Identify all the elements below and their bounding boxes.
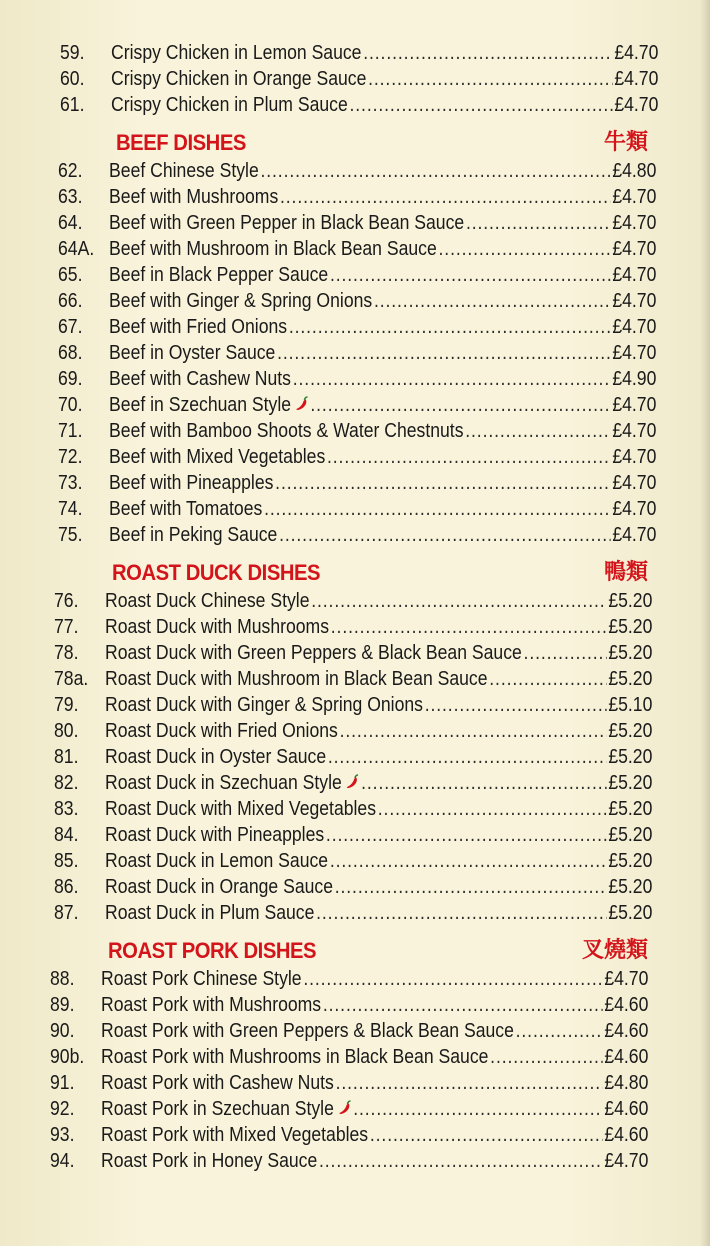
dot-leader xyxy=(326,822,607,848)
item-number: 73. xyxy=(58,472,83,494)
item-name xyxy=(109,262,328,288)
item-price: £4.70 xyxy=(612,238,657,260)
item-price: £4.70 xyxy=(614,42,659,64)
item-name-text: Roast Pork with Green Peppers & Black Bean Sauce xyxy=(101,1020,514,1042)
item-number: 72. xyxy=(58,446,83,468)
item-name xyxy=(105,796,376,822)
menu-item xyxy=(50,1148,648,1174)
item-name-text: Beef with Bamboo Shoots & Water Chestnuts xyxy=(109,420,464,442)
item-name-text: Roast Duck with Pineapples xyxy=(105,824,325,846)
dot-leader xyxy=(328,744,607,770)
menu-item xyxy=(50,1122,648,1148)
item-number: 63. xyxy=(58,186,83,208)
item-name-text: Beef Chinese Style xyxy=(109,160,259,182)
item-number: 88. xyxy=(50,968,75,990)
item-number: 77. xyxy=(54,616,79,638)
dot-leader xyxy=(319,1148,603,1174)
item-name xyxy=(101,1122,368,1148)
dot-leader xyxy=(327,444,611,470)
item-name-text: Crispy Chicken in Orange Sauce xyxy=(111,68,367,90)
item-name xyxy=(109,158,259,184)
item-price: £4.70 xyxy=(604,1150,649,1172)
item-name xyxy=(111,92,348,118)
item-name xyxy=(109,236,437,262)
item-name xyxy=(101,1070,334,1096)
item-price: £4.70 xyxy=(612,342,657,364)
item-price: £4.70 xyxy=(614,68,659,90)
item-name-text: Roast Duck with Ginger & Spring Onions xyxy=(105,694,423,716)
item-number: 86. xyxy=(54,876,79,898)
item-name xyxy=(111,66,366,92)
item-price: £5.20 xyxy=(608,772,653,794)
item-number: 79. xyxy=(54,694,79,716)
item-name-text: Crispy Chicken in Plum Sauce xyxy=(111,94,348,116)
dot-leader xyxy=(310,392,610,418)
item-name-text: Beef with Cashew Nuts xyxy=(109,368,291,390)
menu-item xyxy=(58,392,656,418)
item-price: £4.70 xyxy=(612,524,657,546)
menu-item xyxy=(54,744,652,770)
item-number: 75. xyxy=(58,524,83,546)
item-price: £4.70 xyxy=(612,394,657,416)
item-name xyxy=(105,822,324,848)
dot-leader xyxy=(311,588,606,614)
item-number: 90b. xyxy=(50,1046,85,1068)
item-number: 94. xyxy=(50,1150,75,1172)
dot-leader xyxy=(490,1044,602,1070)
section-title: ROAST DUCK DISHES xyxy=(112,560,321,585)
item-price: £5.20 xyxy=(608,746,653,768)
dot-leader xyxy=(280,184,611,210)
menu-item xyxy=(54,900,652,926)
item-name-text: Roast Duck with Mushrooms xyxy=(105,616,330,638)
menu-item xyxy=(58,184,656,210)
dot-leader xyxy=(465,418,610,444)
item-name xyxy=(105,744,326,770)
item-number: 66. xyxy=(58,290,83,312)
item-price: £5.10 xyxy=(608,694,653,716)
dot-leader xyxy=(293,366,611,392)
item-name xyxy=(105,614,329,640)
chili-pepper-icon xyxy=(337,1100,351,1116)
item-price: £5.20 xyxy=(608,850,653,872)
item-price: £4.70 xyxy=(612,420,657,442)
section-header xyxy=(112,548,648,588)
item-name-text: Beef with Mushroom in Black Bean Sauce xyxy=(109,238,437,260)
menu-item xyxy=(50,992,648,1018)
item-name xyxy=(105,770,359,796)
menu-item xyxy=(58,314,656,340)
item-name xyxy=(101,992,321,1018)
dot-leader xyxy=(466,210,611,236)
dot-leader xyxy=(489,666,606,692)
item-number: 83. xyxy=(54,798,79,820)
menu-item xyxy=(50,966,648,992)
dot-leader xyxy=(336,1070,603,1096)
item-price: £5.20 xyxy=(608,902,653,924)
menu-item xyxy=(58,522,656,548)
item-name-text: Beef with Tomatoes xyxy=(109,498,263,520)
dot-leader xyxy=(316,900,606,926)
menu-item xyxy=(54,692,652,718)
menu-item xyxy=(54,770,652,796)
item-name-text: Roast Duck in Lemon Sauce xyxy=(105,850,329,872)
item-name xyxy=(101,1148,317,1174)
item-name xyxy=(109,470,273,496)
item-price: £5.20 xyxy=(608,590,653,612)
dot-leader xyxy=(279,522,610,548)
dot-leader xyxy=(340,718,607,744)
dot-leader xyxy=(289,314,611,340)
section-title: BEEF DISHES xyxy=(116,130,246,155)
item-name-text: Roast Pork with Mixed Vegetables xyxy=(101,1124,369,1146)
menu-item xyxy=(58,470,656,496)
item-name-text: Roast Duck with Mixed Vegetables xyxy=(105,798,377,820)
item-number: 71. xyxy=(58,420,83,442)
item-name-text: Roast Duck in Plum Sauce xyxy=(105,902,315,924)
menu-item xyxy=(50,1018,648,1044)
item-name-text: Beef with Pineapples xyxy=(109,472,274,494)
item-price: £4.70 xyxy=(612,498,657,520)
item-name-text: Roast Duck in Szechuan Style xyxy=(105,772,342,794)
item-price: £5.20 xyxy=(608,642,653,664)
item-price: £5.20 xyxy=(608,668,653,690)
item-name-text: Beef with Green Pepper in Black Bean Sauce xyxy=(109,212,465,234)
item-name-text: Beef with Mushrooms xyxy=(109,186,279,208)
item-name-text: Beef with Ginger & Spring Onions xyxy=(109,290,373,312)
dot-leader xyxy=(330,262,611,288)
item-number: 64A. xyxy=(58,238,95,260)
item-name-text: Roast Pork with Mushrooms xyxy=(101,994,322,1016)
item-price: £5.20 xyxy=(608,720,653,742)
item-name xyxy=(105,588,309,614)
item-name-text: Roast Duck with Fried Onions xyxy=(105,720,338,742)
item-number: 61. xyxy=(60,94,85,116)
dot-leader xyxy=(361,770,606,796)
item-name-text: Beef in Oyster Sauce xyxy=(109,342,276,364)
item-price: £4.70 xyxy=(612,472,657,494)
item-name xyxy=(109,496,262,522)
item-number: 90. xyxy=(50,1020,75,1042)
item-name xyxy=(105,666,487,692)
dot-leader xyxy=(331,614,607,640)
item-name-text: Roast Pork Chinese Style xyxy=(101,968,302,990)
item-price: £4.80 xyxy=(604,1072,649,1094)
item-price: £4.60 xyxy=(604,1124,649,1146)
item-name-text: Beef with Mixed Vegetables xyxy=(109,446,326,468)
menu-item xyxy=(54,588,652,614)
menu-item xyxy=(50,1070,648,1096)
item-number: 60. xyxy=(60,68,85,90)
item-number: 89. xyxy=(50,994,75,1016)
item-name-text: Roast Duck in Orange Sauce xyxy=(105,876,333,898)
item-name xyxy=(109,184,278,210)
item-price: £4.70 xyxy=(604,968,649,990)
dot-leader xyxy=(264,496,611,522)
menu-item xyxy=(58,366,656,392)
item-number: 91. xyxy=(50,1072,75,1094)
item-number: 82. xyxy=(54,772,79,794)
menu-item xyxy=(50,1044,648,1070)
section-chinese-title: 牛類 xyxy=(603,129,648,154)
item-name xyxy=(105,718,338,744)
item-name-text: Roast Pork with Cashew Nuts xyxy=(101,1072,334,1094)
menu-item xyxy=(58,496,656,522)
item-name-text: Roast Duck in Oyster Sauce xyxy=(105,746,327,768)
item-name-text: Beef in Szechuan Style xyxy=(109,394,292,416)
dot-leader xyxy=(378,796,607,822)
item-name-text: Roast Duck with Green Peppers & Black Bean Sauce xyxy=(105,642,522,664)
item-name-text: Beef in Black Pepper Sauce xyxy=(109,264,329,286)
item-price: £4.70 xyxy=(614,94,659,116)
menu-item xyxy=(58,262,656,288)
dot-leader xyxy=(323,992,603,1018)
menu-item xyxy=(54,718,652,744)
menu-item xyxy=(54,822,652,848)
item-name-text: Roast Pork in Honey Sauce xyxy=(101,1150,318,1172)
item-name xyxy=(101,1018,514,1044)
item-number: 81. xyxy=(54,746,79,768)
dot-leader xyxy=(330,848,607,874)
item-price: £4.70 xyxy=(612,186,657,208)
item-price: £4.60 xyxy=(604,1020,649,1042)
item-name-text: Roast Duck Chinese Style xyxy=(105,590,310,612)
menu-item xyxy=(54,614,652,640)
item-name xyxy=(109,418,463,444)
item-name xyxy=(109,210,464,236)
dot-leader xyxy=(353,1096,602,1122)
item-number: 64. xyxy=(58,212,83,234)
item-number: 62. xyxy=(58,160,83,182)
menu-item xyxy=(60,66,658,92)
item-number: 76. xyxy=(54,590,79,612)
item-number: 80. xyxy=(54,720,79,742)
item-name xyxy=(111,40,361,66)
menu-item xyxy=(54,874,652,900)
menu-item xyxy=(58,210,656,236)
item-number: 67. xyxy=(58,316,83,338)
dot-leader xyxy=(275,470,610,496)
dot-leader xyxy=(350,92,613,118)
menu-item xyxy=(54,666,652,692)
section-chinese-title: 鴨類 xyxy=(603,559,648,584)
item-name-text: Beef in Peking Sauce xyxy=(109,524,278,546)
item-number: 78. xyxy=(54,642,79,664)
item-name xyxy=(109,522,277,548)
dot-leader xyxy=(374,288,611,314)
menu-item xyxy=(54,640,652,666)
menu-item xyxy=(58,158,656,184)
item-name xyxy=(109,444,325,470)
dot-leader xyxy=(277,340,610,366)
item-price: £4.70 xyxy=(612,290,657,312)
dot-leader xyxy=(425,692,607,718)
item-price: £5.20 xyxy=(608,616,653,638)
menu-item xyxy=(50,1096,648,1122)
item-name xyxy=(105,900,314,926)
item-name-text: Roast Pork with Mushrooms in Black Bean Sauce xyxy=(101,1046,489,1068)
menu-item xyxy=(58,288,656,314)
item-number: 59. xyxy=(60,42,85,64)
item-name xyxy=(101,1096,351,1122)
menu-item xyxy=(58,418,656,444)
page-edge-shadow xyxy=(700,0,710,1246)
item-name xyxy=(105,692,423,718)
item-number: 85. xyxy=(54,850,79,872)
item-price: £4.70 xyxy=(612,264,657,286)
menu-item xyxy=(58,444,656,470)
item-number: 93. xyxy=(50,1124,75,1146)
dot-leader xyxy=(439,236,611,262)
item-number: 70. xyxy=(58,394,83,416)
item-price: £4.60 xyxy=(604,994,649,1016)
item-name xyxy=(105,848,328,874)
dot-leader xyxy=(303,966,602,992)
item-name xyxy=(109,340,275,366)
dot-leader xyxy=(524,640,607,666)
section-header xyxy=(108,926,648,966)
item-name-text: Roast Pork in Szechuan Style xyxy=(101,1098,334,1120)
item-name xyxy=(109,314,287,340)
item-name xyxy=(101,966,302,992)
item-name-text: Roast Duck with Mushroom in Black Bean Sauce xyxy=(105,668,488,690)
section-header xyxy=(116,118,648,158)
dot-leader xyxy=(516,1018,603,1044)
dot-leader xyxy=(363,40,612,66)
menu-item xyxy=(54,796,652,822)
item-number: 65. xyxy=(58,264,83,286)
item-name xyxy=(105,874,333,900)
item-number: 92. xyxy=(50,1098,75,1120)
dot-leader xyxy=(260,158,610,184)
item-price: £4.70 xyxy=(612,446,657,468)
item-number: 68. xyxy=(58,342,83,364)
item-name xyxy=(101,1044,488,1070)
item-number: 78a. xyxy=(54,668,89,690)
dot-leader xyxy=(368,66,612,92)
menu-item xyxy=(60,40,658,66)
item-price: £4.70 xyxy=(612,212,657,234)
section-title: ROAST PORK DISHES xyxy=(108,938,317,963)
item-number: 69. xyxy=(58,368,83,390)
item-number: 87. xyxy=(54,902,79,924)
item-price: £4.90 xyxy=(612,368,657,390)
menu-item xyxy=(54,848,652,874)
dot-leader xyxy=(335,874,607,900)
item-price: £4.60 xyxy=(604,1098,649,1120)
item-name-text: Crispy Chicken in Lemon Sauce xyxy=(111,42,362,64)
menu-item xyxy=(58,236,656,262)
chili-pepper-icon xyxy=(295,396,309,412)
item-name xyxy=(109,366,291,392)
item-name xyxy=(105,640,522,666)
item-number: 84. xyxy=(54,824,79,846)
item-name-text: Beef with Fried Onions xyxy=(109,316,288,338)
item-number: 74. xyxy=(58,498,83,520)
menu-item xyxy=(60,92,658,118)
chili-pepper-icon xyxy=(345,774,359,790)
menu-list xyxy=(0,40,710,1174)
item-price: £4.60 xyxy=(604,1046,649,1068)
menu-item xyxy=(58,340,656,366)
item-price: £4.70 xyxy=(612,316,657,338)
item-price: £5.20 xyxy=(608,876,653,898)
item-name xyxy=(109,288,372,314)
dot-leader xyxy=(370,1122,603,1148)
item-price: £5.20 xyxy=(608,824,653,846)
item-price: £4.80 xyxy=(612,160,657,182)
item-price: £5.20 xyxy=(608,798,653,820)
item-name xyxy=(109,392,309,418)
section-chinese-title: 叉燒類 xyxy=(581,937,648,962)
